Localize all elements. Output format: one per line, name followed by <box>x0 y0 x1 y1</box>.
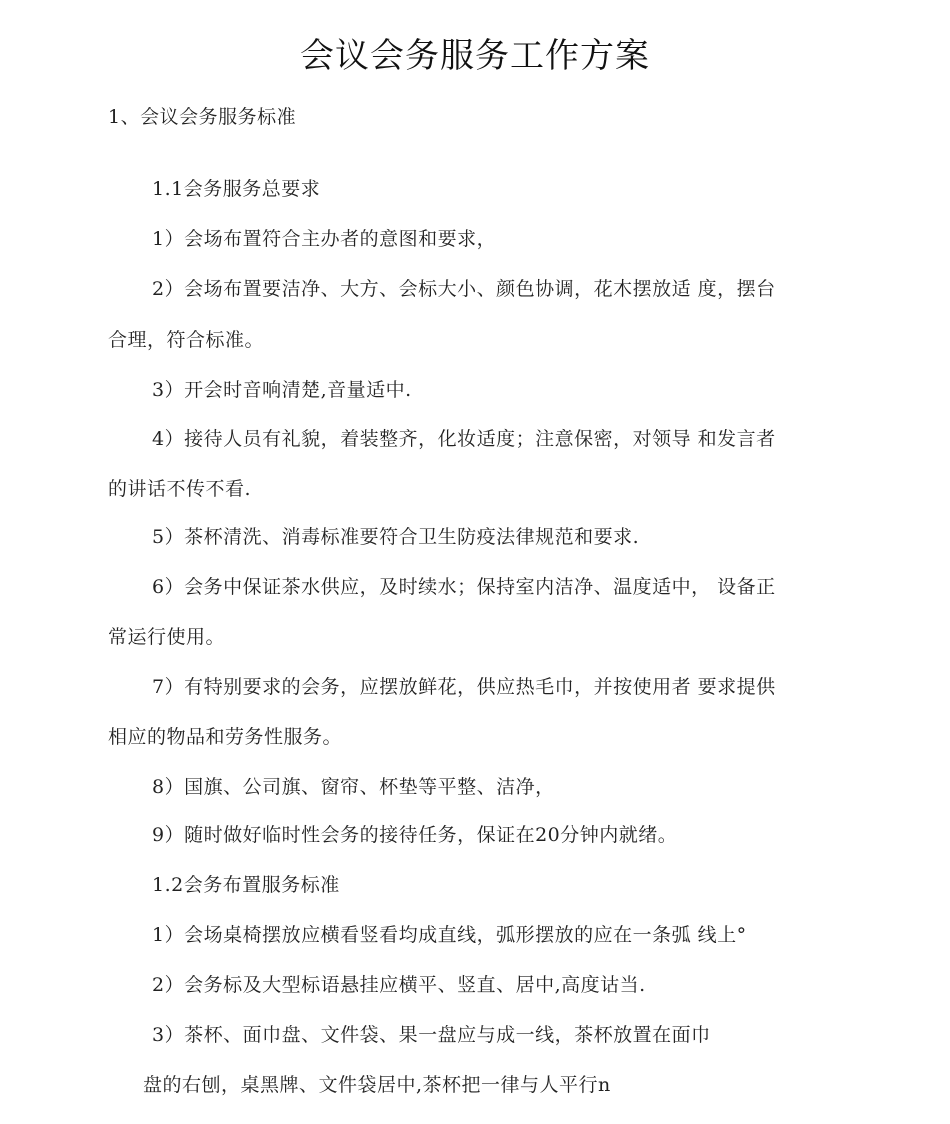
list-item: 1）会场桌椅摆放应横看竖看均成直线，弧形摆放的应在一条弧 线上° <box>152 924 747 946</box>
list-item-continuation: 常运行使用。 <box>108 626 226 648</box>
list-item-continuation: 的讲话不传不看. <box>108 478 252 500</box>
list-item: 8）国旗、公司旗、窗帘、杯垫等平整、洁净， <box>152 776 555 798</box>
subsection-heading: 1.1会务服务总要求 <box>152 178 321 200</box>
list-item-continuation: 盘的右刨，桌黑牌、文件袋居中,茶杯把一律与人平行n <box>143 1074 611 1096</box>
list-item: 1）会场布置符合主办者的意图和要求， <box>152 228 497 250</box>
list-item: 6）会务中保证茶水供应，及时续水；保持室内洁净、温度适中， 设备正 <box>152 576 776 598</box>
list-item: 7）有特别要求的会务，应摆放鲜花，供应热毛巾，并按使用者 要求提供 <box>152 676 776 698</box>
subsection-heading: 1.2会务布置服务标准 <box>152 874 340 896</box>
list-item: 3）茶杯、面巾盘、文件袋、果一盘应与成一线，茶杯放置在面巾 <box>152 1024 711 1046</box>
list-item: 5）茶杯清洗、消毒标准要符合卫生防疫法律规范和要求. <box>152 526 640 548</box>
document-title: 会议会务服务工作方案 <box>300 36 650 76</box>
list-item: 4）接待人员有礼貌，着装整齐，化妆适度；注意保密，对领导 和发言者 <box>152 428 776 450</box>
list-item: 2）会场布置要洁净、大方、会标大小、颜色协调，花木摆放适 度，摆台 <box>152 278 776 300</box>
list-item: 2）会务标及大型标语悬挂应横平、竖直、居中,高度诂当. <box>152 974 646 996</box>
list-item-continuation: 相应的物品和劳务性服务。 <box>108 726 343 748</box>
list-item: 3）开会时音响清楚,音量适中. <box>152 379 412 401</box>
list-item: 9）随时做好临时性会务的接待任务，保证在20分钟内就绪。 <box>152 824 678 846</box>
list-item-continuation: 合理，符合标准。 <box>108 329 265 351</box>
section-heading: 1、会议会务服务标准 <box>108 106 297 128</box>
